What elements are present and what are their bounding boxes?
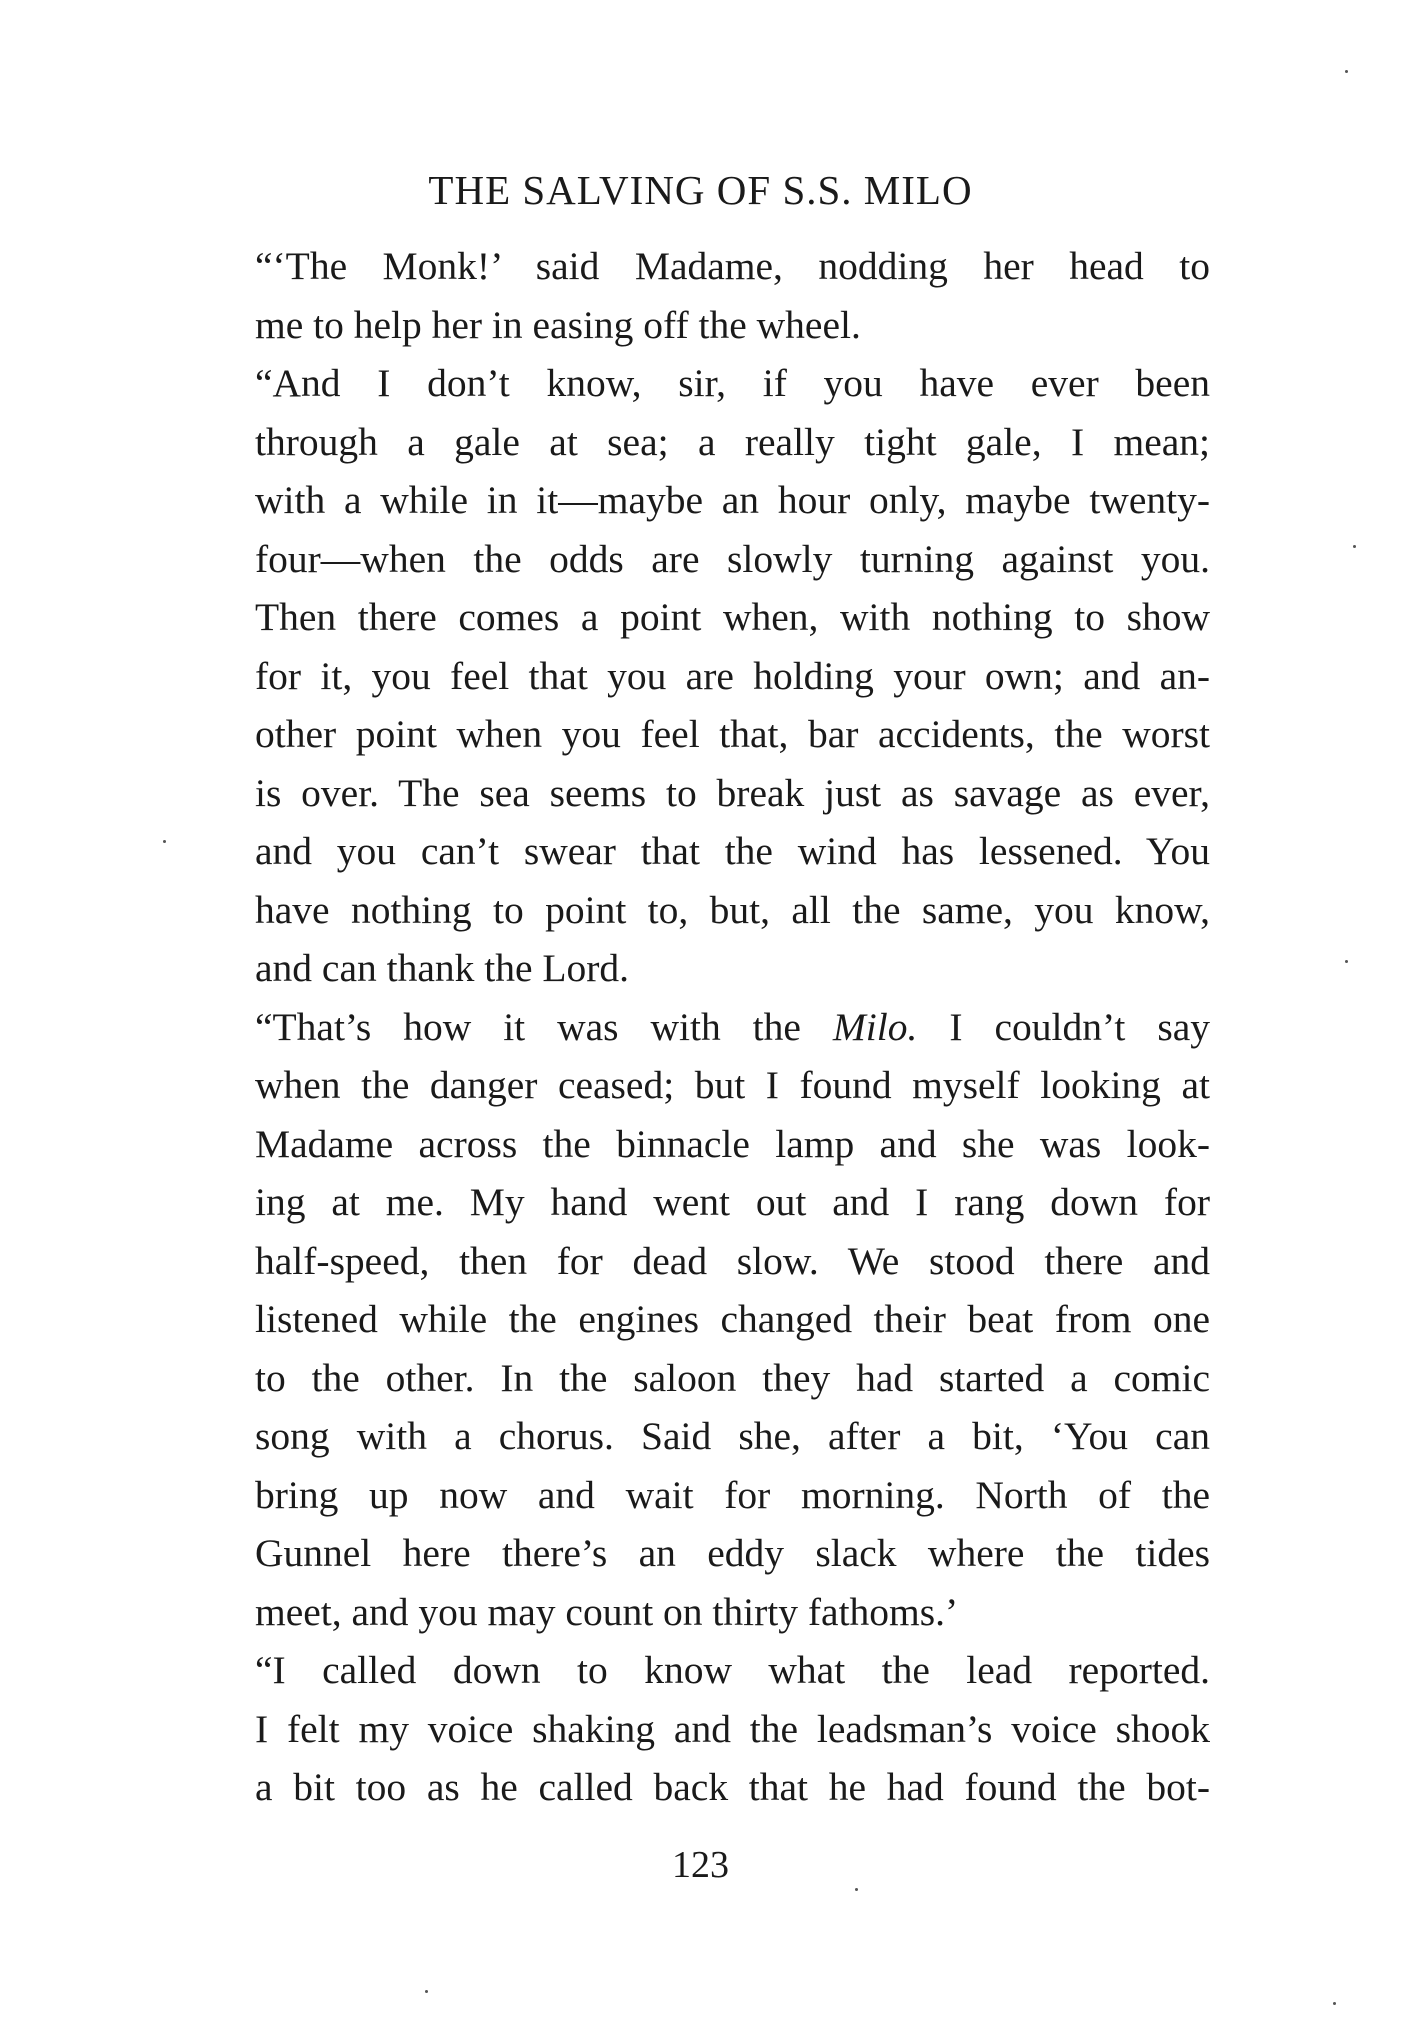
scan-speck <box>855 1888 858 1891</box>
text-line: “I called down to know what the lead reported. <box>255 1648 1210 1692</box>
text-line: four—when the odds are slowly turning against you. <box>255 536 1210 581</box>
text-line: meet, and you may count on thirty fathoms.’ <box>255 1589 959 1634</box>
text-line: through a gale at sea; a really tight gale, I mean; <box>255 419 1210 464</box>
text-line: half-speed, then for dead slow. We stood there and <box>255 1238 1210 1283</box>
text-line: have nothing to point to, but, all the same, you know, <box>255 887 1210 932</box>
text-fragment: “That’s how it was with the <box>255 1004 833 1049</box>
text-line: Gunnel here there’s an eddy slack where the tides <box>255 1531 1210 1575</box>
text-line: “‘The Monk!’ said Madame, nodding her head to <box>255 244 1210 288</box>
text-line: and can thank the Lord. <box>255 946 630 990</box>
text-fragment: I couldn’t say <box>917 1004 1210 1049</box>
text-line: when the danger ceased; but I found myself looking at <box>255 1063 1210 1107</box>
text-line: I felt my voice shaking and the leadsman’s voice shook <box>255 1706 1210 1751</box>
text-line: “And I don’t know, sir, if you have ever been <box>255 361 1210 405</box>
text-line: to the other. In the saloon they had started a comic <box>255 1355 1210 1400</box>
paragraph-4 <box>205 1641 1210 1817</box>
text-line: for it, you feel that you are holding your own; and an- <box>255 653 1210 698</box>
running-head: THE SALVING OF S.S. MILO <box>428 167 973 213</box>
scan-speck <box>163 840 166 843</box>
text-line: song with a chorus. Said she, after a bit, ‘You can <box>255 1414 1210 1458</box>
text-line: and you can’t swear that the wind has lessened. You <box>255 829 1210 873</box>
text-line: Then there comes a point when, with nothing to show <box>255 595 1210 639</box>
text-line <box>205 998 1210 1057</box>
scan-speck <box>1333 2002 1336 2005</box>
text-line: with a while in it—maybe an hour only, maybe twenty- <box>255 478 1210 522</box>
paragraph-1 <box>205 237 1210 354</box>
text-line: me to help her in easing off the wheel. <box>255 302 861 347</box>
scan-speck <box>1353 545 1356 548</box>
text-line: other point when you feel that, bar accidents, the worst <box>255 712 1210 756</box>
text-line: listened while the engines changed their beat from one <box>255 1297 1210 1341</box>
scan-speck <box>1345 70 1348 73</box>
paragraph-3 <box>205 998 1210 1642</box>
text-line: Madame across the binnacle lamp and she was look- <box>255 1121 1210 1166</box>
text-line: ing at me. My hand went out and I rang down for <box>255 1180 1210 1224</box>
text-line: bring up now and wait for morning. North of the <box>255 1472 1210 1517</box>
ship-name-italic: Milo. <box>832 1004 918 1049</box>
body-text <box>205 237 1210 1817</box>
paragraph-2 <box>205 354 1210 998</box>
scan-speck <box>425 1990 428 1993</box>
text-line: is over. The sea seems to break just as savage as ever, <box>255 770 1210 815</box>
text-line: a bit too as he called back that he had found the bot- <box>255 1765 1210 1809</box>
scan-speck <box>1345 960 1348 963</box>
page-number: 123 <box>672 1844 729 1886</box>
